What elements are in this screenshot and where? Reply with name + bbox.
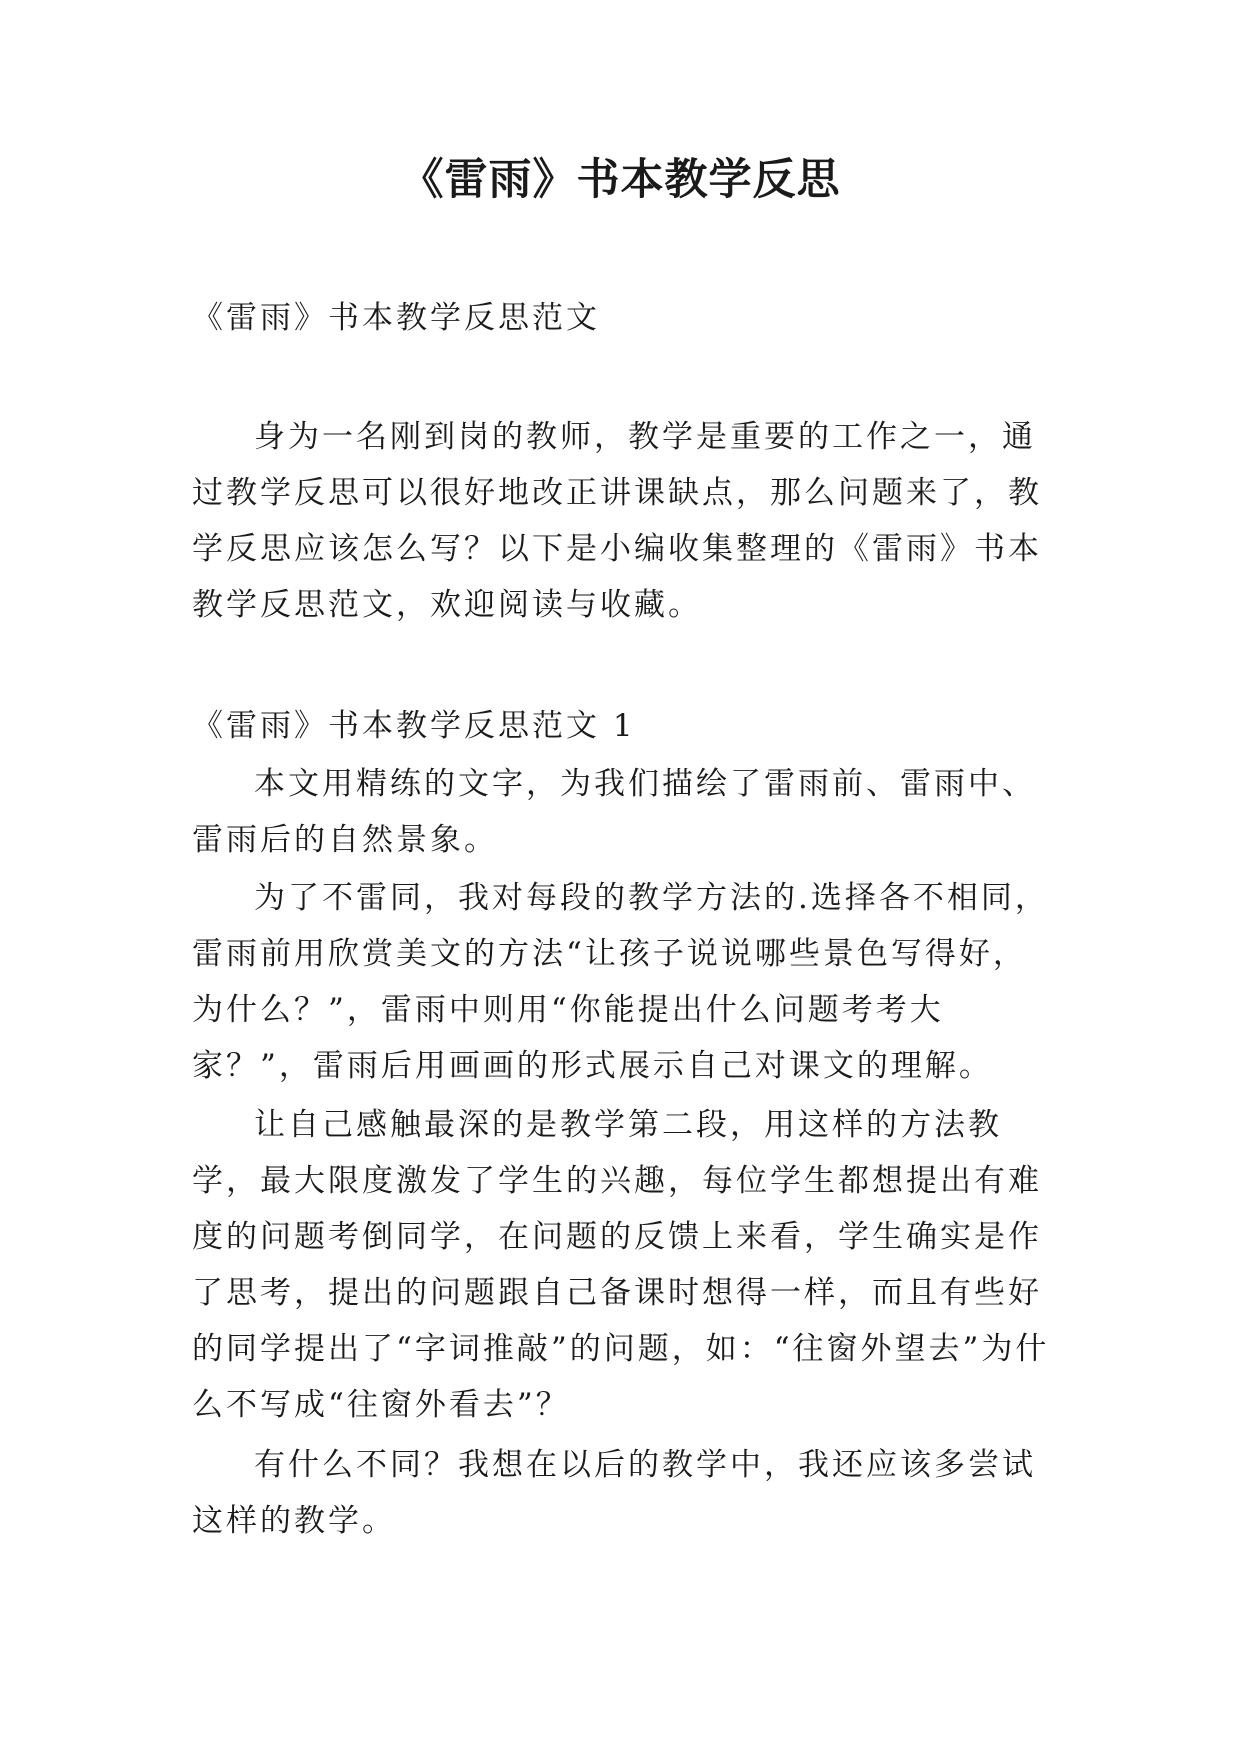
body-paragraph: 本文用精练的文字，为我们描绘了雷雨前、雷雨中、雷雨后的自然景象。: [192, 766, 1036, 858]
body-paragraph: 为了不雷同，我对每段的教学方法的.选择各不相同，雷雨前用欣赏美文的方法“让孩子说说哪些景色写得好，为什么？”，雷雨中则用“你能提出什么问题考考大家？”，雷雨后用画画的形式展示自己对课文的理解。: [192, 880, 1049, 1084]
section-heading: 《雷雨》书本教学反思范文 1: [192, 708, 636, 744]
body-paragraph: 有什么不同？我想在以后的教学中，我还应该多尝试这样的教学。: [192, 1447, 1036, 1539]
document-title: 《雷雨》书本教学反思: [400, 155, 841, 205]
intro-paragraph: 身为一名刚到岗的教师，教学是重要的工作之一，通过教学反思可以很好地改正讲课缺点，那么问题来了，教学反思应该怎么写？以下是小编收集整理的《雷雨》书本教学反思范文，欢迎阅读与收藏。: [192, 419, 1042, 623]
document-subtitle: 《雷雨》书本教学反思范文: [192, 300, 600, 336]
body-paragraph: 让自己感触最深的是教学第二段，用这样的方法教学，最大限度激发了学生的兴趣，每位学生都想提出有难度的问题考倒同学，在问题的反馈上来看，学生确实是作了思考，提出的问题跟自己备课时想得一样，而且有些好的同学提出了“字词推敲”的问题，如：“往窗外望去”为什么不写成“往窗外看去”？: [192, 1107, 1050, 1423]
